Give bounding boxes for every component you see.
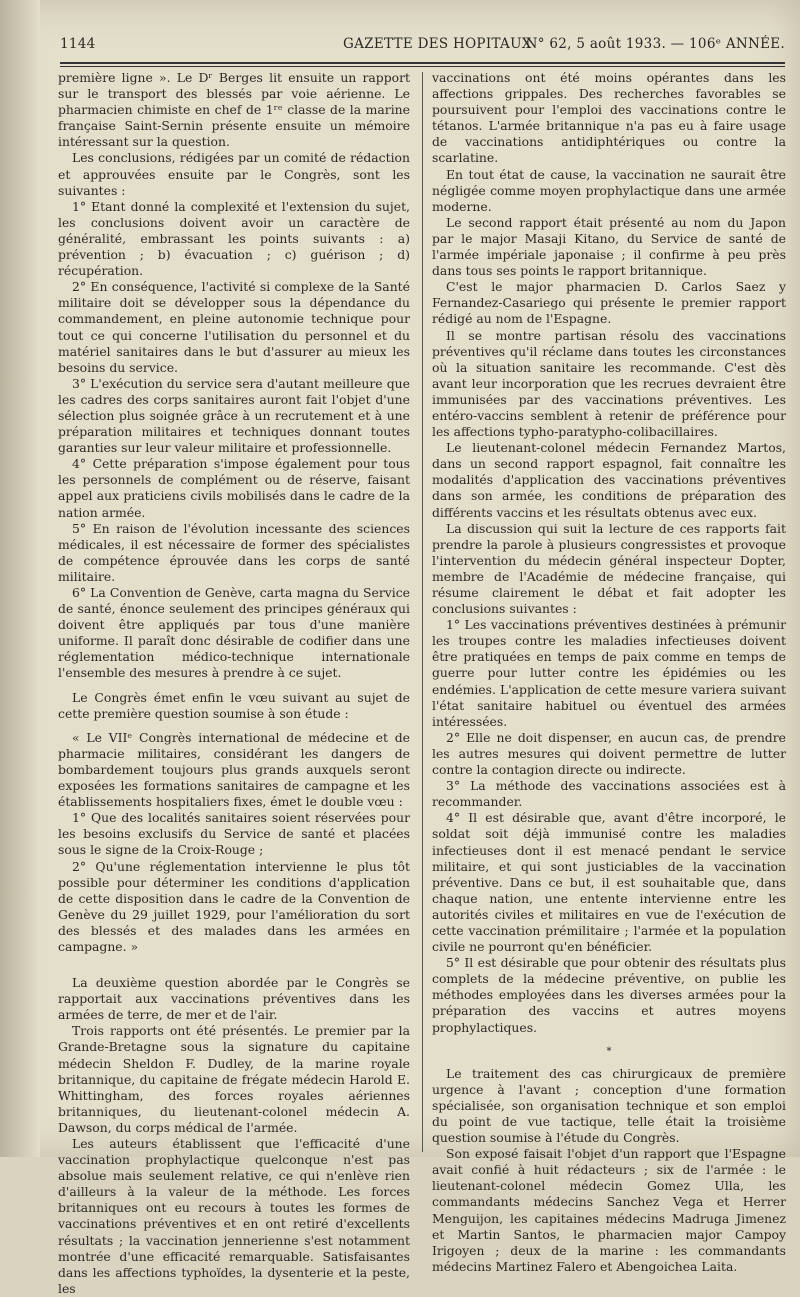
- paragraph: 2° Elle ne doit dispenser, en aucun cas, de prendre les autres mesures qui doivent permettre de lutter contre la contagion directe ou indirecte.: [432, 729, 786, 778]
- section-separator: *: [606, 1045, 612, 1057]
- paragraph: Le traitement des cas chirurgicaux de première urgence à l'avant ; conception d'une formation spécialisée, son organisation technique et son emploi du point de vue tactique, telle était la troisième question soumise à l'étude du Congrès.: [432, 1065, 786, 1146]
- paragraph: Les auteurs établissent que l'efficacité d'une vaccination prophylactique quelconque n'est pas absolue mais seulement relative, ce qui n'enlève rien d'ailleurs à la valeur de la méthode. Les forces britanniques ont eu recours à toutes les formes de vaccinations préventives et en ont retiré d'excellents résultats ; la vaccination jennerienne s'est notamment montrée d'une efficacité remarquable. Satisfaisantes dans les affections typhoïdes, la dysenterie et la peste, les: [58, 1136, 410, 1296]
- paragraph: Les conclusions, rédigées par un comité de rédaction et approuvées ensuite par le Congrès, sont les suivantes :: [58, 150, 410, 198]
- paragraph: 4° Il est désirable que, avant d'être incorporé, le soldat soit déjà immunisé contre les maladies infectieuses dont il est menacé pendant le service militaire, et qui sont justiciables de la vaccination préventive. Dans ce but, il est souhaitable que, dans chaque nation, une entente intervienne entre les autorités civiles et militaires en vue de l'exécution de cette vaccination prémilitaire ; l'armée et la population civile ne pourront qu'en bénéficier.: [432, 810, 786, 955]
- paragraph: 1° Les vaccinations préventives destinées à prémunir les troupes contre les maladies infectieuses doivent être pratiquées en temps de paix comme en temps de guerre pour lutter contre les épidémies ou les endémies. L'application de cette mesure variera suivant l'état sanitaire habituel ou éventuel des armées intéressées.: [432, 617, 786, 729]
- header-rule-thick: [60, 62, 785, 64]
- paragraph: 2° En conséquence, l'activité si complexe de la Santé militaire doit se développer sous la dépendance du commandement, en pleine autonomie technique pour tout ce qui concerne l'utilisation du personnel et du matériel sanitaires dans le but d'assurer au mieux les besoins du service.: [58, 279, 410, 375]
- paragraph: Il se montre partisan résolu des vaccinations préventives qu'il réclame dans toutes les circonstances où la situation sanitaire les recommande. C'est dès avant leur incorporation que les recrues devraient être immunisées par des vaccinations préventives. Les entéro-vaccins semblent à retenir de préférence pour les affections typho-paratypho-colibacillaires.: [432, 327, 786, 440]
- header-rule-thin: [60, 66, 785, 67]
- journal-title: GAZETTE DES HOPITAUX: [343, 36, 532, 52]
- paragraph: Le Congrès émet enfin le vœu suivant au sujet de cette première question soumise à son étude :: [58, 689, 410, 721]
- left-column: [58, 70, 410, 1297]
- paragraph: « Le VIIᵉ Congrès international de médecine et de pharmacie militaires, considérant les dangers de bombardement toujours plus grands auxquels seront exposées les formations sanitaires de campagne et les établissements hospitaliers fixes, émet le double vœu :: [58, 729, 410, 810]
- paragraph: C'est le major pharmacien D. Carlos Saez y Fernandez-Casariego qui présente le premier rapport rédigé au nom de l'Espagne.: [432, 279, 786, 327]
- page-number: 1144: [60, 36, 96, 52]
- paragraph: Le second rapport était présenté au nom du Japon par le major Masaji Kitano, du Service de santé de l'armée impériale japonaise ; il confirme à peu près dans tous ses points le rapport britannique.: [432, 214, 786, 279]
- paragraph: Trois rapports ont été présentés. Le premier par la Grande-Bretagne sous la signature du capitaine médecin Sheldon F. Dudley, de la marine royale britannique, du capitaine de frégate médecin Harold E. Whittingham, des forces royales aériennes britanniques, du lieutenant-colonel médecin A. Dawson, du corps médical de l'armée.: [58, 1023, 410, 1135]
- column-divider: [422, 72, 423, 1152]
- paragraph: En tout état de cause, la vaccination ne saurait être négligée comme moyen prophylactique dans une armée moderne.: [432, 166, 786, 214]
- paragraph: 3° L'exécution du service sera d'autant meilleure que les cadres des corps sanitaires auront fait l'objet d'une sélection plus soignée grâce à un recrutement et à une préparation militaires et techniques donnant toutes garanties sur leur valeur militaire et professionnelle.: [58, 375, 410, 456]
- paragraph: 4° Cette préparation s'impose également pour tous les personnels de complément ou de réserve, faisant appel aux praticiens civils mobilisés dans le cadre de la nation armée.: [58, 456, 410, 520]
- right-column: [432, 70, 786, 1275]
- page-header: [60, 36, 785, 60]
- page-binding-edge: [0, 0, 40, 1157]
- paragraph: 1° Etant donné la complexité et l'extension du sujet, les conclusions doivent avoir un caractère de généralité, embrassant les points suivants : a) prévention ; b) évacuation ; c) guérison ; d) récupération.: [58, 198, 410, 279]
- paragraph: 1° Que des localités sanitaires soient réservées pour les besoins exclusifs du Service de santé et placées sous le signe de la Croix-Rouge ;: [58, 810, 410, 858]
- paragraph: Le lieutenant-colonel médecin Fernandez Martos, dans un second rapport espagnol, fait connaître les modalités d'application des vaccinations préventives dans son armée, les conditions de préparation des différents vaccins et les résultats obtenus avec eux.: [432, 440, 786, 520]
- paragraph: vaccinations ont été moins opérantes dans les affections grippales. Des recherches favorables se poursuivent pour l'emploi des vaccinations contre le tétanos. L'armée britannique n'a pas eu à faire usage de vaccinations antidiphtériques ou contre la scarlatine.: [432, 70, 786, 166]
- paragraph: Son exposé faisait l'objet d'un rapport que l'Espagne avait confié à huit rédacteurs ; six de l'armée : le lieutenant-colonel médecin Gomez Ulla, les commandants médecins Sanchez Vega et Herrer Menguijon, les capitaines médecins Madruga Jimenez et Martin Santos, le pharmacien major Campoy Irigoyen ; deux de la marine : les commandants médecins Martinez Falero et Abengoichea Laita.: [432, 1146, 786, 1274]
- paragraph: 3° La méthode des vaccinations associées est à recommander.: [432, 778, 786, 810]
- paragraph: 2° Qu'une réglementation intervienne le plus tôt possible pour déterminer les conditions d'application de cette disposition dans le cadre de la Convention de Genève du 29 juillet 1929, pour l'amélioration du sort des blessés et des malades dans les armées en campagne. »: [58, 858, 410, 954]
- paragraph: La deuxième question abordée par le Congrès se rapportait aux vaccinations préventives dans les armées de terre, de mer et de l'air.: [58, 975, 410, 1023]
- paragraph: 6° La Convention de Genève, carta magna du Service de santé, énonce seulement des principes généraux qui doivent être appliqués par tous d'une manière uniforme. Il paraît donc désirable de codifier dans une réglementation médico-technique internationale l'ensemble des mesures à prendre à ce sujet.: [58, 585, 410, 681]
- paragraph: 5° En raison de l'évolution incessante des sciences médicales, il est nécessaire de former des spécialistes de compétence éprouvée dans les corps de santé militaire.: [58, 520, 410, 584]
- paragraph: 5° Il est désirable que pour obtenir des résultats plus complets de la médecine préventive, on publie les méthodes employées dans les diverses armées pour la préparation des vaccins et autres moyens prophylactiques.: [432, 955, 786, 1035]
- paragraph: première ligne ». Le Dʳ Berges lit ensuite un rapport sur le transport des blessés par voie aérienne. Le pharmacien chimiste en chef de 1ʳᵉ classe de la marine française Saint-Sernin présente ensuite un mémoire intéressant sur la question.: [58, 70, 410, 150]
- paragraph: La discussion qui suit la lecture de ces rapports fait prendre la parole à plusieurs congressistes et provoque l'intervention du médecin général inspecteur Dopter, membre de l'Académie de médecine française, qui résume clairement le débat et fait adopter les conclusions suivantes :: [432, 520, 786, 617]
- issue-info: N° 62, 5 août 1933. — 106ᵉ ANNÉE.: [525, 36, 785, 52]
